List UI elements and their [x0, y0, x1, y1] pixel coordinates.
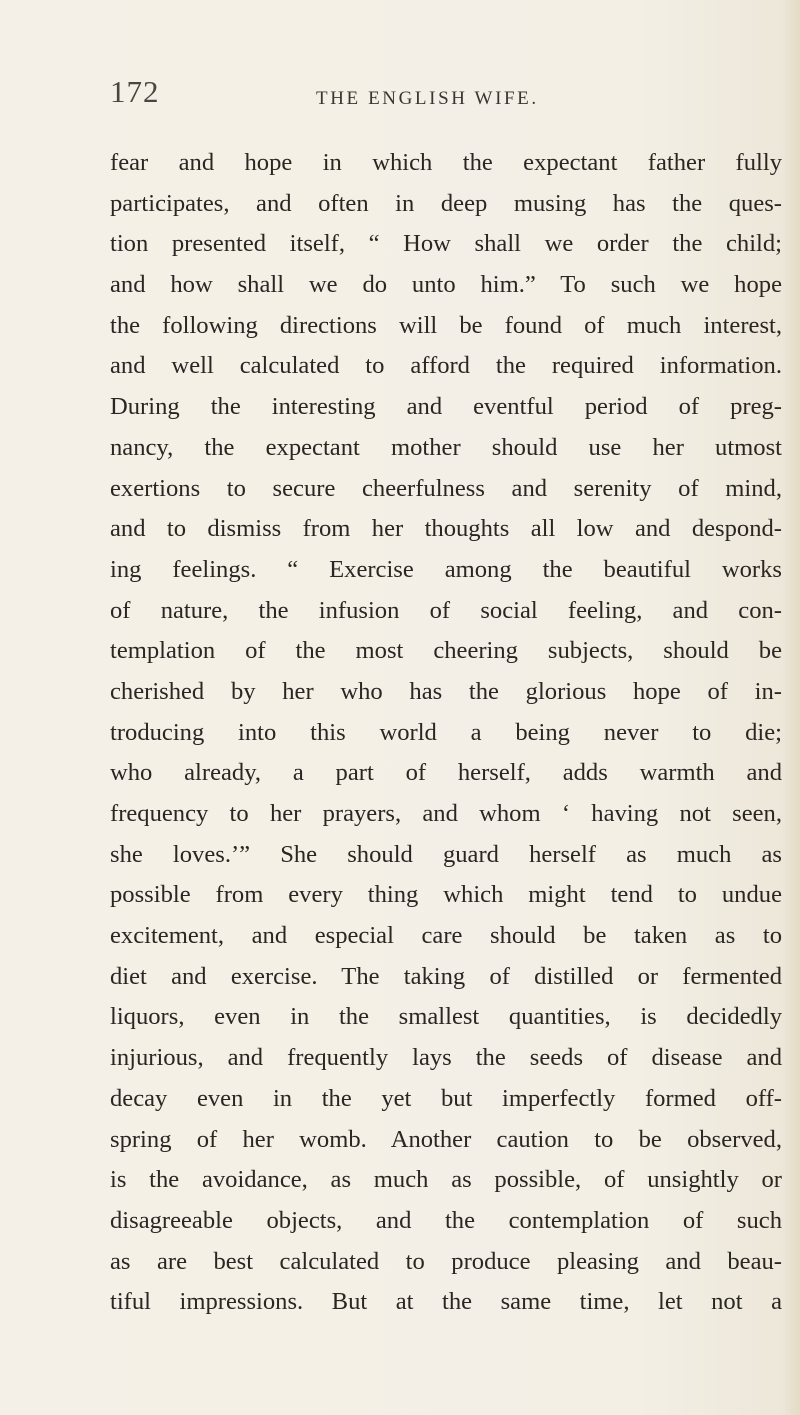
text-line-11: ing feelings. “ Exercise among the beautiful works: [110, 555, 782, 583]
body-text: [110, 143, 790, 1323]
text-line-18: she loves.’” She should guard herself as much as: [110, 840, 782, 868]
text-line-14: cherished by her who has the glorious hope of in-: [110, 677, 782, 705]
running-title: THE ENGLISH WIFE.: [316, 88, 539, 109]
text-line-17: frequency to her prayers, and whom ‘ having not seen,: [110, 800, 782, 827]
text-line-15: troducing into this world a being never to die;: [110, 718, 782, 746]
text-line-26: is the avoidance, as much as possible, of unsightly or: [110, 1166, 782, 1194]
text-line-4: and how shall we do unto him.” To such we hope: [110, 271, 782, 299]
text-line-7: During the interesting and eventful period of preg-: [110, 393, 782, 421]
text-line-19: possible from every thing which might tend to undue: [110, 881, 782, 909]
text-line-25: spring of her womb. Another caution to be observed,: [110, 1125, 782, 1153]
text-line-13: templation of the most cheering subjects, should be: [110, 637, 782, 665]
text-line-5: the following directions will be found of much interest,: [110, 311, 782, 339]
text-line-21: diet and exercise. The taking of distilled or fermented: [110, 962, 782, 990]
text-line-12: of nature, the infusion of social feeling, and con-: [110, 596, 782, 624]
text-line-3: tion presented itself, “ How shall we order the child;: [110, 230, 782, 258]
text-line-29: tiful impressions. But at the same time, let not a: [110, 1288, 782, 1316]
text-line-24: decay even in the yet but imperfectly formed off-: [110, 1084, 782, 1112]
text-line-22: liquors, even in the smallest quantities, is decidedly: [110, 1003, 782, 1031]
text-line-16: who already, a part of herself, adds warmth and: [110, 759, 782, 787]
text-line-1: fear and hope in which the expectant father fully: [110, 149, 782, 176]
text-line-23: injurious, and frequently lays the seeds of disease and: [110, 1044, 782, 1072]
text-line-6: and well calculated to afford the required information.: [110, 352, 782, 380]
text-line-8: nancy, the expectant mother should use her utmost: [110, 433, 782, 461]
page-header: [0, 74, 800, 114]
page-number: 172: [110, 74, 160, 109]
text-line-28: as are best calculated to produce pleasing and beau-: [110, 1247, 782, 1275]
text-line-10: and to dismiss from her thoughts all low and despond-: [110, 515, 782, 543]
text-line-9: exertions to secure cheerfulness and serenity of mind,: [110, 474, 782, 502]
text-line-27: disagreeable objects, and the contemplation of such: [110, 1206, 782, 1234]
text-line-2: participates, and often in deep musing has the ques-: [110, 189, 782, 217]
text-line-20: excitement, and especial care should be taken as to: [110, 922, 782, 950]
